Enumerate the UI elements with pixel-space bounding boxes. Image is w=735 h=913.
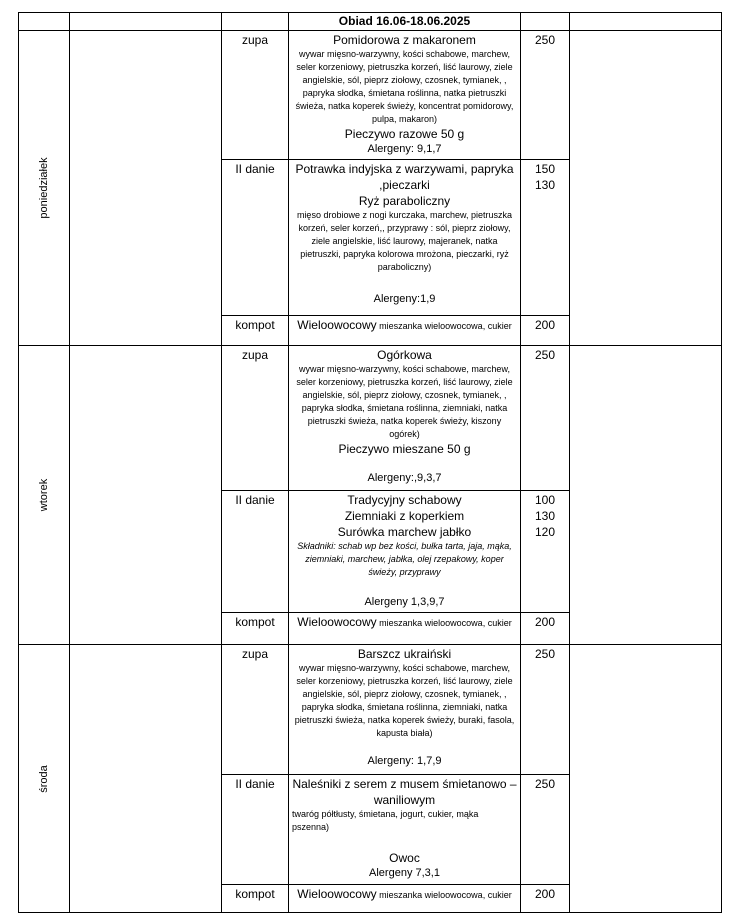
portion-cell <box>521 160 570 316</box>
day-label: środa <box>38 764 50 793</box>
meal-description <box>289 491 521 613</box>
header-cell-empty <box>70 13 222 31</box>
meal-type: kompot <box>222 885 289 913</box>
dish-name: Pomidorowa z makaronem <box>333 33 476 47</box>
empty-cell <box>70 31 222 346</box>
dish-name: Potrawka indyjska z warzywami, papryka ,pieczarki <box>295 162 514 192</box>
dish-name: Ryż paraboliczny <box>358 194 451 208</box>
portion-cell <box>521 885 570 913</box>
ingredients: wywar mięsno-warzywny, kości schabowe, marchew, seler korzeniowy, pietruszka korzeń, liść laurowy, ziele angielskie, sól, pieprz ziołowy, czosnek, tymianek, , papryka słodka, śmietana roślinna, ziemniaki, natka pietruszki świeża, natka koperek świeży, buraki, fasola, kapusta biała) <box>294 663 515 738</box>
portion: 250 <box>534 777 556 791</box>
meal-type: kompot <box>222 613 289 645</box>
meal-type: zupa <box>222 645 289 775</box>
ingredients: mieszanka wieloowocowa, cukier <box>376 618 512 628</box>
menu-title: Obiad 16.06-18.06.2025 <box>289 13 521 31</box>
empty-cell <box>70 346 222 645</box>
dish-name: Barszcz ukraiński <box>357 647 452 661</box>
header-cell-empty <box>19 13 70 31</box>
portion: 130 <box>534 178 556 192</box>
day-cell-monday <box>19 31 70 346</box>
portion-cell <box>521 613 570 645</box>
allergens: Alergeny:1,9 <box>373 293 436 305</box>
portion: 250 <box>534 647 556 661</box>
portion: 200 <box>534 318 556 332</box>
allergens: Alergeny:,9,3,7 <box>367 472 442 484</box>
ingredients: wywar mięsno-warzywny, kości schabowe, marchew, seler korzeniowy, pietruszka korzeń, liść laurowy, ziele angielskie, sól, pieprz ziołowy, czosnek, tymianek, , papryka słodka, śmietana roślinna, ziemniaki, natka pietruszki świeża, natka koperek świeży, kiszony ogórek) <box>296 364 513 439</box>
portion: 200 <box>534 887 556 901</box>
portion-cell <box>521 346 570 491</box>
day-label: poniedziałek <box>38 157 50 219</box>
meal-description <box>289 31 521 160</box>
bread: Pieczywo mieszane 50 g <box>338 442 471 456</box>
meal-type: zupa <box>222 346 289 491</box>
portion: 100 <box>534 493 556 507</box>
allergens: Alergeny: 9,1,7 <box>367 143 442 155</box>
header-cell-empty <box>222 13 289 31</box>
dish-name: Ziemniaki z koperkiem <box>344 509 465 523</box>
portion: 250 <box>534 348 556 362</box>
ingredients: twaróg półtłusty, śmietana, jogurt, cukier, mąka pszenna) <box>292 809 479 832</box>
meal-description <box>289 885 521 913</box>
meal-type: II danie <box>222 491 289 613</box>
portion-cell <box>521 645 570 775</box>
meal-description <box>289 346 521 491</box>
meal-type: kompot <box>222 316 289 346</box>
meal-description <box>289 645 521 775</box>
bread: Pieczywo razowe 50 g <box>344 127 465 141</box>
table-row <box>19 31 722 160</box>
portion: 130 <box>534 509 556 523</box>
meal-description <box>289 160 521 316</box>
portion: 120 <box>534 525 556 539</box>
day-cell-tuesday <box>19 346 70 645</box>
empty-cell <box>70 645 222 913</box>
portion-cell <box>521 316 570 346</box>
empty-cell <box>570 346 722 645</box>
header-cell-empty <box>570 13 722 31</box>
header-cell-empty <box>521 13 570 31</box>
portion-cell <box>521 31 570 160</box>
fruit: Owoc <box>389 851 420 865</box>
dish-name: Wieloowocowy <box>297 318 377 332</box>
dish-name: Wieloowocowy <box>297 887 377 901</box>
day-cell-wednesday <box>19 645 70 913</box>
dish-name: Tradycyjny schabowy <box>347 493 462 507</box>
meal-description <box>289 775 521 885</box>
dish-name: Wieloowocowy <box>297 615 377 629</box>
dish-name: Surówka marchew jabłko <box>337 525 472 539</box>
day-label: wtorek <box>38 478 50 512</box>
ingredients: mieszanka wieloowocowa, cukier <box>376 890 512 900</box>
portion: 200 <box>534 615 556 629</box>
portion-cell <box>521 775 570 885</box>
dish-name: Naleśniki z serem z musem śmietanowo – waniliowym <box>292 777 517 807</box>
meal-description <box>289 613 521 645</box>
table-row <box>19 645 722 775</box>
ingredients: mieszanka wieloowocowa, cukier <box>376 321 512 331</box>
header-row <box>19 13 722 31</box>
allergens: Alergeny: 1,7,9 <box>367 755 442 767</box>
meal-description <box>289 316 521 346</box>
ingredients: mięso drobiowe z nogi kurczaka, marchew, pietruszka korzeń, seler korzeń,, przyprawy : sól, pieprz ziołowy, ziele angielskie, liść laurowy, majeranek, natka pietruszki, papryka kolorowa mrożona, pieczarki, ryż paraboliczny) <box>296 210 513 272</box>
ingredients: wywar mięsno-warzywny, kości schabowe, marchew, seler korzeniowy, pietruszka korzeń, liść laurowy, ziele angielskie, sól, pieprz ziołowy, czosnek, tymianek, , papryka słodka, śmietana roślinna, natka pietruszki świeża, natka koperek świeży, koncentrat pomidorowy, pulpa, makaron) <box>295 49 514 124</box>
allergens: Alergeny 1,3,9,7 <box>364 596 445 608</box>
portion: 150 <box>534 162 556 176</box>
ingredients: Składniki: schab wp bez kości, bułka tarta, jaja, mąka, ziemniaki, marchew, jabłka, olej rzepakowy, koper świeży, przyprawy <box>297 541 512 577</box>
dish-name: Ogórkowa <box>377 348 432 362</box>
portion-cell <box>521 491 570 613</box>
portion: 250 <box>534 33 556 47</box>
meal-type: II danie <box>222 775 289 885</box>
meal-type: zupa <box>222 31 289 160</box>
table-row <box>19 346 722 491</box>
menu-table <box>18 12 722 913</box>
meal-type: II danie <box>222 160 289 316</box>
allergens: Alergeny 7,3,1 <box>369 867 440 879</box>
empty-cell <box>570 645 722 913</box>
empty-cell <box>570 31 722 346</box>
